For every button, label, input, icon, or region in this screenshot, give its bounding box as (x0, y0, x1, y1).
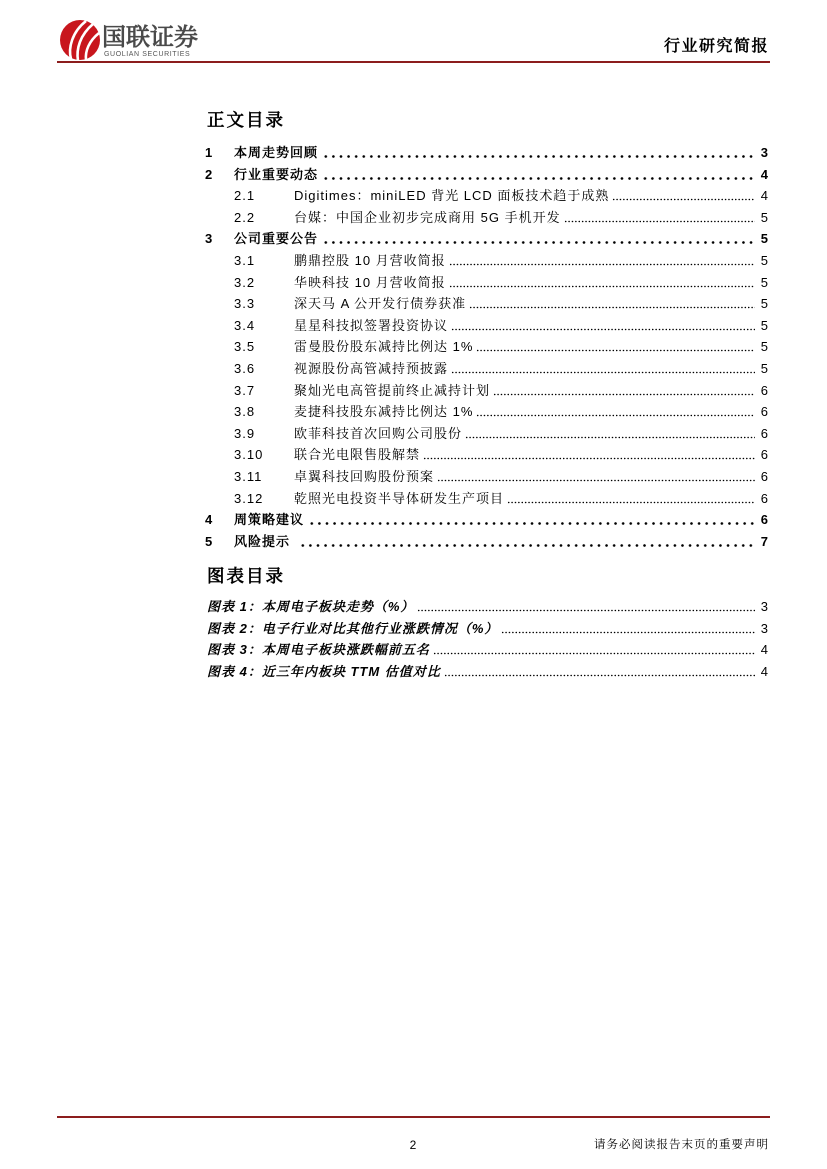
logo-wordmark-en: GUOLIAN SECURITIES (104, 51, 191, 58)
toc-entry-title: 台媒：中国企业初步完成商用 5G 手机开发 (294, 209, 561, 225)
toc-entry-number: 2 (205, 166, 214, 182)
toc-entry[interactable] (205, 250, 768, 272)
toc-dot-leader (476, 414, 754, 417)
toc-entry-title: Digitimes：miniLED 背光 LCD 面板技术趋于成熟 (294, 188, 610, 204)
toc-entry-page: 5 (760, 252, 768, 268)
toc-entry[interactable] (205, 293, 768, 315)
toc-entry[interactable] (205, 358, 768, 380)
toc-dot-leader (451, 371, 755, 374)
toc-entry-page: 7 (760, 533, 768, 549)
figure-entry-page: 3 (760, 599, 768, 614)
toc-entry-title: 视源股份高管减持预披露 (294, 360, 449, 376)
toc-entry-number: 3.10 (234, 447, 264, 463)
toc-entry-page: 5 (760, 231, 768, 247)
toc-entry-page: 4 (760, 188, 768, 204)
figure-dot-leader (501, 631, 754, 634)
toc-entry-title: 聚灿光电高管提前终止减持计划 (294, 382, 491, 398)
toc-dot-leader (451, 328, 755, 331)
toc-entry-page: 3 (760, 145, 768, 160)
toc-entry[interactable] (205, 488, 768, 510)
toc-entry-number: 3.1 (234, 252, 256, 268)
toc-entry-page: 5 (760, 296, 768, 312)
toc-entry[interactable] (205, 423, 768, 445)
toc-entry-title: 周策略建议 (234, 512, 305, 528)
toc-entry-number: 1 (205, 145, 214, 160)
figure-entry-label: 图表 1：本周电子板块走势（%） (207, 599, 415, 614)
toc-entry-page: 6 (760, 512, 768, 528)
toc-entry-title: 雷曼股份股东减持比例达 1% (294, 339, 474, 355)
toc-entry-page: 6 (760, 404, 768, 420)
figure-dot-leader (433, 652, 755, 655)
toc-dot-leader (322, 177, 755, 180)
figure-list-heading: 图表目录 (207, 566, 285, 586)
toc-entry-page: 6 (760, 382, 768, 398)
toc-dot-leader (493, 393, 755, 396)
toc-entry-page: 5 (760, 274, 768, 290)
figure-entry-page: 3 (760, 620, 768, 636)
toc-entry[interactable] (205, 272, 768, 294)
footer-divider (57, 1116, 770, 1118)
toc-entry-number: 3.6 (234, 360, 256, 376)
toc-entry[interactable] (205, 531, 768, 553)
toc-dot-leader (423, 457, 755, 460)
toc-entry[interactable] (205, 142, 768, 164)
figure-entry-label: 图表 4：近三年内板块 TTM 估值对比 (207, 663, 441, 679)
toc-entry[interactable] (205, 401, 768, 423)
toc-entry-title: 鹏鼎控股 10 月营收简报 (294, 252, 446, 268)
toc-entry-number: 3.12 (234, 490, 264, 506)
toc-entry-page: 6 (760, 490, 768, 506)
toc-entry-number: 3.8 (234, 404, 256, 420)
logo-wordmark-cn: 国联证券 (102, 23, 198, 51)
toc-entry-page: 5 (760, 317, 768, 333)
toc-entry-number: 3.4 (234, 317, 256, 333)
toc-entry-page: 4 (760, 166, 768, 182)
guolian-logo-icon (58, 16, 102, 62)
toc-entry-title: 行业重要动态 (234, 166, 319, 182)
figure-entry[interactable] (207, 639, 768, 661)
toc-entry-number: 4 (205, 512, 214, 528)
toc-entry[interactable] (205, 228, 768, 250)
toc-dot-leader (322, 155, 755, 158)
header-divider (57, 61, 770, 63)
toc-entry[interactable] (205, 380, 768, 402)
figure-entry[interactable] (207, 596, 768, 618)
toc-entry-title: 联合光电限售股解禁 (294, 447, 421, 463)
figure-entry[interactable] (207, 618, 768, 640)
toc-entry-title: 乾照光电投资半导体研发生产项目 (294, 490, 505, 506)
table-of-contents (205, 142, 768, 552)
toc-dot-leader (469, 306, 755, 309)
toc-entry[interactable] (205, 207, 768, 229)
toc-dot-leader (507, 501, 755, 504)
toc-entry-page: 6 (760, 468, 768, 484)
toc-entry-title: 深天马 A 公开发行债券获准 (294, 296, 467, 312)
toc-entry-number: 3.9 (234, 425, 256, 441)
toc-dot-leader (308, 522, 755, 525)
toc-dot-leader (465, 436, 755, 439)
toc-entry-number: 3.2 (234, 274, 256, 290)
toc-entry-page: 5 (760, 360, 768, 376)
toc-entry-number: 3 (205, 231, 214, 247)
toc-dot-leader (476, 349, 754, 352)
toc-entry-title: 风险提示 (234, 533, 291, 549)
toc-entry[interactable] (205, 466, 768, 488)
figure-entry[interactable] (207, 661, 768, 683)
toc-entry-title: 欧菲科技首次回购公司股份 (294, 425, 463, 441)
toc-entry[interactable] (205, 164, 768, 186)
toc-entry[interactable] (205, 509, 768, 531)
figure-entry-page: 4 (760, 663, 768, 679)
report-type-label: 行业研究简报 (663, 38, 769, 55)
figure-list (207, 596, 768, 682)
toc-entry-page: 6 (760, 447, 768, 463)
toc-entry-title: 公司重要公告 (234, 231, 319, 247)
toc-entry-page: 6 (760, 425, 768, 441)
toc-entry-number: 5 (205, 533, 214, 549)
toc-entry-number: 2.2 (234, 209, 256, 225)
toc-entry-title: 卓翼科技回购股份预案 (294, 468, 435, 484)
page-number: 2 (409, 1138, 417, 1152)
toc-entry-title: 麦捷科技股东减持比例达 1% (294, 404, 474, 420)
toc-dot-leader (564, 220, 755, 223)
figure-dot-leader (417, 609, 754, 612)
toc-entry-number: 3.7 (234, 382, 256, 398)
figure-entry-label: 图表 2：电子行业对比其他行业涨跌情况（%） (207, 620, 499, 636)
toc-entry-page: 5 (760, 209, 768, 225)
figure-dot-leader (444, 674, 755, 677)
toc-dot-leader (437, 479, 755, 482)
toc-entry-title: 华映科技 10 月营收简报 (294, 274, 446, 290)
toc-dot-leader (449, 285, 755, 288)
figure-entry-page: 4 (760, 642, 768, 658)
toc-entry-number: 3.3 (234, 296, 256, 312)
toc-entry[interactable] (205, 315, 768, 337)
toc-entry-title: 星星科技拟签署投资协议 (294, 317, 449, 333)
toc-entry-number: 3.5 (234, 339, 256, 355)
toc-heading: 正文目录 (207, 110, 285, 130)
toc-entry-number: 3.11 (234, 468, 263, 484)
footer-disclaimer: 请务必阅读报告末页的重要声明 (594, 1139, 769, 1151)
toc-entry[interactable] (205, 444, 768, 466)
toc-entry-title: 本周走势回顾 (234, 145, 319, 160)
toc-entry-page: 5 (760, 339, 768, 355)
toc-dot-leader (299, 544, 755, 547)
toc-dot-leader (322, 241, 755, 244)
toc-dot-leader (449, 263, 755, 266)
toc-dot-leader (612, 198, 754, 201)
toc-entry[interactable] (205, 336, 768, 358)
figure-entry-label: 图表 3：本周电子板块涨跌幅前五名 (207, 642, 430, 658)
toc-entry[interactable] (205, 185, 768, 207)
toc-entry-number: 2.1 (234, 188, 256, 204)
